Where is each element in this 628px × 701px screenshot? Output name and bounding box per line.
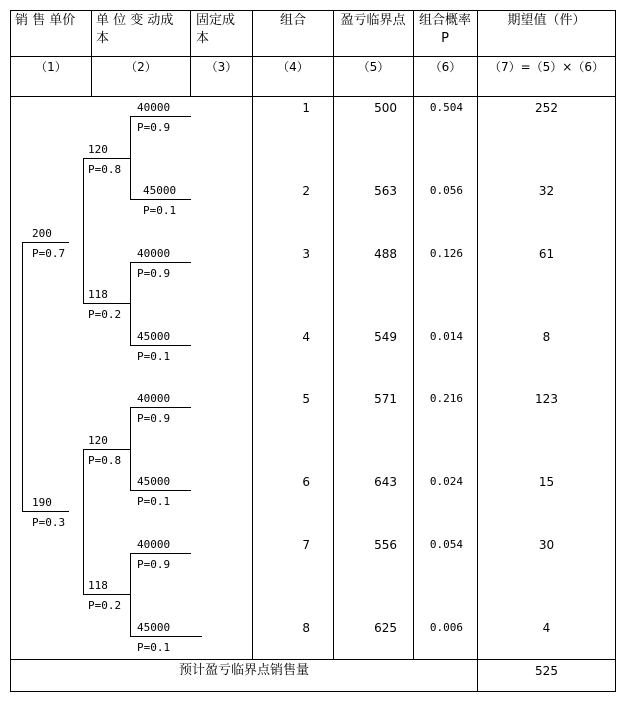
vc-c-label: 120 <box>88 434 108 447</box>
subheader-3: （3） <box>205 60 238 74</box>
border-subheader-bottom <box>10 96 616 97</box>
border-header-bottom <box>10 56 616 57</box>
header-combination: 组合 <box>279 13 306 28</box>
tree-leaf-2 <box>130 199 191 200</box>
vc-d-label: 118 <box>88 579 108 592</box>
tree-branch-200 <box>83 158 84 303</box>
breakeven-cell: 488 <box>374 247 397 261</box>
border-right <box>615 10 616 692</box>
vc-d-prob: P=0.2 <box>88 599 122 612</box>
subheader-5: （5） <box>357 60 390 74</box>
tree-leaf-4 <box>130 345 191 346</box>
prob-cell: 0.504 <box>429 101 463 114</box>
breakeven-cell: 643 <box>374 475 397 489</box>
tree-leaf-1 <box>130 116 191 117</box>
header-probability: 组合概率P <box>418 13 471 46</box>
fc-prob-7: P=0.9 <box>137 558 171 571</box>
subheader-1: （1） <box>35 60 67 74</box>
tree-line-vc-a <box>83 158 130 159</box>
vc-b-label: 118 <box>88 288 108 301</box>
fc-prob-5: P=0.9 <box>137 412 171 425</box>
tree-leaf-8 <box>130 636 202 637</box>
border-left <box>10 10 11 692</box>
footer-label: 预计盈亏临界点销售量 <box>178 663 309 678</box>
subheader-6: （6） <box>429 60 462 74</box>
combo-cell: 3 <box>302 247 310 261</box>
tree-leaf-3 <box>130 262 191 263</box>
breakeven-cell: 500 <box>374 101 397 115</box>
tree-branch-b <box>130 262 131 345</box>
combo-cell: 8 <box>302 621 310 635</box>
vc-a-label: 120 <box>88 143 108 156</box>
expected-cell: 61 <box>538 247 555 261</box>
price-190-label: 190 <box>32 496 52 509</box>
tree-line-vc-c <box>83 449 130 450</box>
header-fixed-cost: 固定成 本 <box>196 13 236 46</box>
fc-label-5: 40000 <box>137 392 171 405</box>
price-200-prob: P=0.7 <box>32 247 66 260</box>
subheader-4: （4） <box>277 60 309 74</box>
header-expected: 期望值（件） <box>507 13 586 28</box>
tree-leaf-7 <box>130 553 191 554</box>
tree-branch-c <box>130 407 131 490</box>
border-body-bottom <box>10 659 616 660</box>
combo-cell: 6 <box>302 475 310 489</box>
expected-cell: 252 <box>535 101 558 115</box>
vc-b-prob: P=0.2 <box>88 308 122 321</box>
breakeven-cell: 571 <box>374 392 397 406</box>
tree-trunk <box>22 242 23 511</box>
tree-branch-d <box>130 553 131 636</box>
expected-cell: 30 <box>538 538 555 552</box>
price-200-label: 200 <box>32 227 52 240</box>
price-190-prob: P=0.3 <box>32 516 66 529</box>
fc-prob-4: P=0.1 <box>137 350 171 363</box>
fc-prob-8: P=0.1 <box>137 641 171 654</box>
prob-cell: 0.006 <box>429 621 463 634</box>
fc-prob-2: P=0.1 <box>143 204 177 217</box>
prob-cell: 0.014 <box>429 330 463 343</box>
prob-cell: 0.216 <box>429 392 463 405</box>
footer-value: 525 <box>535 664 558 678</box>
breakeven-cell: 563 <box>374 184 397 198</box>
fc-label-7: 40000 <box>137 538 171 551</box>
fc-label-2: 45000 <box>143 184 177 197</box>
tree-line-price-200 <box>22 242 69 243</box>
fc-label-4: 45000 <box>137 330 171 343</box>
border-top <box>10 10 616 11</box>
fc-label-1: 40000 <box>137 101 171 114</box>
breakeven-cell: 625 <box>374 621 397 635</box>
tree-line-vc-d <box>83 594 130 595</box>
prob-cell: 0.056 <box>429 184 463 197</box>
combo-cell: 7 <box>302 538 310 552</box>
tree-branch-190 <box>83 449 84 594</box>
combo-cell: 4 <box>302 330 310 344</box>
tree-line-price-190 <box>22 511 69 512</box>
fc-label-6: 45000 <box>137 475 171 488</box>
fc-prob-6: P=0.1 <box>137 495 171 508</box>
subheader-2: （2） <box>125 60 157 74</box>
breakeven-cell: 549 <box>374 330 397 344</box>
fc-label-3: 40000 <box>137 247 171 260</box>
combo-cell: 5 <box>302 392 310 406</box>
sep-col2 <box>190 10 191 96</box>
tree-branch-a <box>130 116 131 199</box>
header-unit-price: 销 售 单价 <box>15 13 76 28</box>
combo-cell: 2 <box>302 184 310 198</box>
fc-label-8: 45000 <box>137 621 171 634</box>
vc-a-prob: P=0.8 <box>88 163 122 176</box>
header-breakeven: 盈亏临界点 <box>340 13 406 28</box>
expected-cell: 32 <box>538 184 555 198</box>
subheader-7: （7）=（5）×（6） <box>488 60 604 74</box>
vc-c-prob: P=0.8 <box>88 454 122 467</box>
tree-leaf-5 <box>130 407 191 408</box>
fc-prob-3: P=0.9 <box>137 267 171 280</box>
prob-cell: 0.054 <box>429 538 463 551</box>
header-variable-cost: 单 位 变 动成本 <box>96 13 174 46</box>
expected-cell: 8 <box>542 330 551 344</box>
expected-cell: 123 <box>535 392 558 406</box>
tree-leaf-6 <box>130 490 191 491</box>
expected-cell: 4 <box>542 621 551 635</box>
combo-cell: 1 <box>302 101 310 115</box>
expected-cell: 15 <box>538 475 555 489</box>
fc-prob-1: P=0.9 <box>137 121 171 134</box>
sep-col1 <box>91 10 92 96</box>
prob-cell: 0.024 <box>429 475 463 488</box>
tree-line-vc-b <box>83 303 130 304</box>
breakeven-cell: 556 <box>374 538 397 552</box>
prob-cell: 0.126 <box>429 247 463 260</box>
border-bottom <box>10 691 616 692</box>
